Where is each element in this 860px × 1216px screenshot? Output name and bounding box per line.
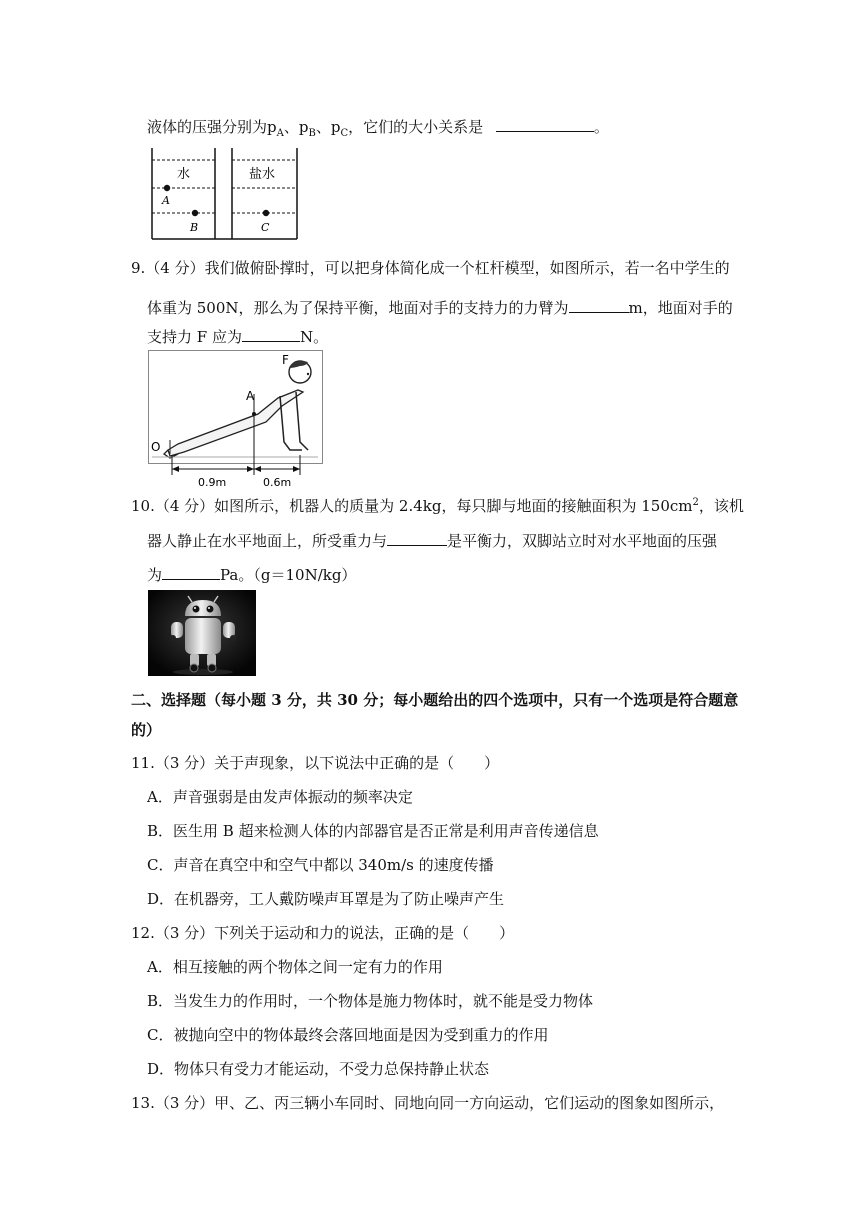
- q12-option-c[interactable]: C．被抛向空中的物体最终会落回地面是因为受到重力的作用: [147, 1026, 549, 1044]
- answer-blank[interactable]: [242, 326, 300, 342]
- dim-09: 0.9m: [198, 476, 227, 489]
- q11-option-b[interactable]: B．医生用 B 超来检测人体的内部器官是否正常是利用声音传递信息: [147, 822, 599, 840]
- q10-line2: 器人静止在水平地面上，所受重力与 是平衡力，双脚站立时对水平地面的压强: [147, 532, 718, 550]
- dim-06: 0.6m: [263, 476, 292, 489]
- answer-blank[interactable]: [496, 116, 594, 132]
- q11-option-a[interactable]: A．声音强弱是由发声体振动的频率决定: [147, 788, 413, 806]
- q12-option-a[interactable]: A．相互接触的两个物体之间一定有力的作用: [147, 958, 443, 976]
- answer-blank[interactable]: [569, 297, 629, 313]
- q13-line1: 13.（3 分）甲、乙、丙三辆小车同时、同地向同一方向运动，它们运动的图象如图所示，: [131, 1094, 725, 1112]
- q12-option-d[interactable]: D．物体只有受力才能运动，不受力总保持静止状态: [147, 1060, 490, 1078]
- answer-blank[interactable]: [162, 564, 220, 580]
- q10-line3: 为 Pa。（g＝10N/kg）: [147, 566, 357, 584]
- label-f: F: [282, 353, 289, 367]
- q9-line2: 体重为 500N，那么为了保持平衡，地面对手的支持力的力臂为 m，地面对手的: [147, 299, 733, 317]
- q12-stem: 12.（3 分）下列关于运动和力的说法，正确的是（ ）: [131, 924, 515, 942]
- robot-photo: [148, 590, 256, 676]
- q8-line: 液体的压强分别为$p_A$、$p_B$、$p_C$，它们的大小关系是 。: [147, 118, 609, 139]
- pushup-dimension-lines: [148, 455, 323, 491]
- q9-line3: 支持力 F 应为 N。: [147, 328, 329, 346]
- point-b-dot: [192, 210, 198, 216]
- point-c-label: C: [261, 221, 270, 234]
- pushup-lever-figure: [148, 350, 323, 464]
- q11-option-d[interactable]: D．在机器旁，工人戴防噪声耳罩是为了防止噪声产生: [147, 890, 505, 908]
- q11-option-c[interactable]: C．声音在真空中和空气中都以 340m/s 的速度传播: [147, 856, 494, 874]
- point-a-dot: [164, 185, 170, 191]
- q10-line1: 10.（4 分）如图所示，机器人的质量为 2.4kg，每只脚与地面的接触面积为 $150cm^2$，该机: [131, 497, 744, 515]
- answer-blank[interactable]: [387, 530, 447, 546]
- label-o: O: [151, 440, 161, 454]
- section-2-heading-line2: 的）: [131, 721, 162, 739]
- point-a-label: A: [162, 194, 170, 207]
- saltwater-label: 盐水: [249, 167, 276, 182]
- point-b-label: B: [190, 221, 199, 234]
- section-2-heading-line1: 二、选择题（每小题 3 分，共 30 分；每小题给出的四个选项中，只有一个选项是符合题意: [131, 691, 739, 709]
- water-label: 水: [177, 167, 191, 182]
- q11-stem: 11.（3 分）关于声现象，以下说法中正确的是（ ）: [131, 754, 500, 772]
- label-a: A: [246, 389, 255, 403]
- liquid-pressure-figure: [148, 148, 300, 242]
- point-c-dot: [263, 210, 269, 216]
- q12-option-b[interactable]: B．当发生力的作用时，一个物体是施力物体时，就不能是受力物体: [147, 992, 594, 1010]
- q9-line1: 9.（4 分）我们做俯卧撑时，可以把身体简化成一个杠杆模型，如图所示，若一名中学生的: [131, 259, 730, 277]
